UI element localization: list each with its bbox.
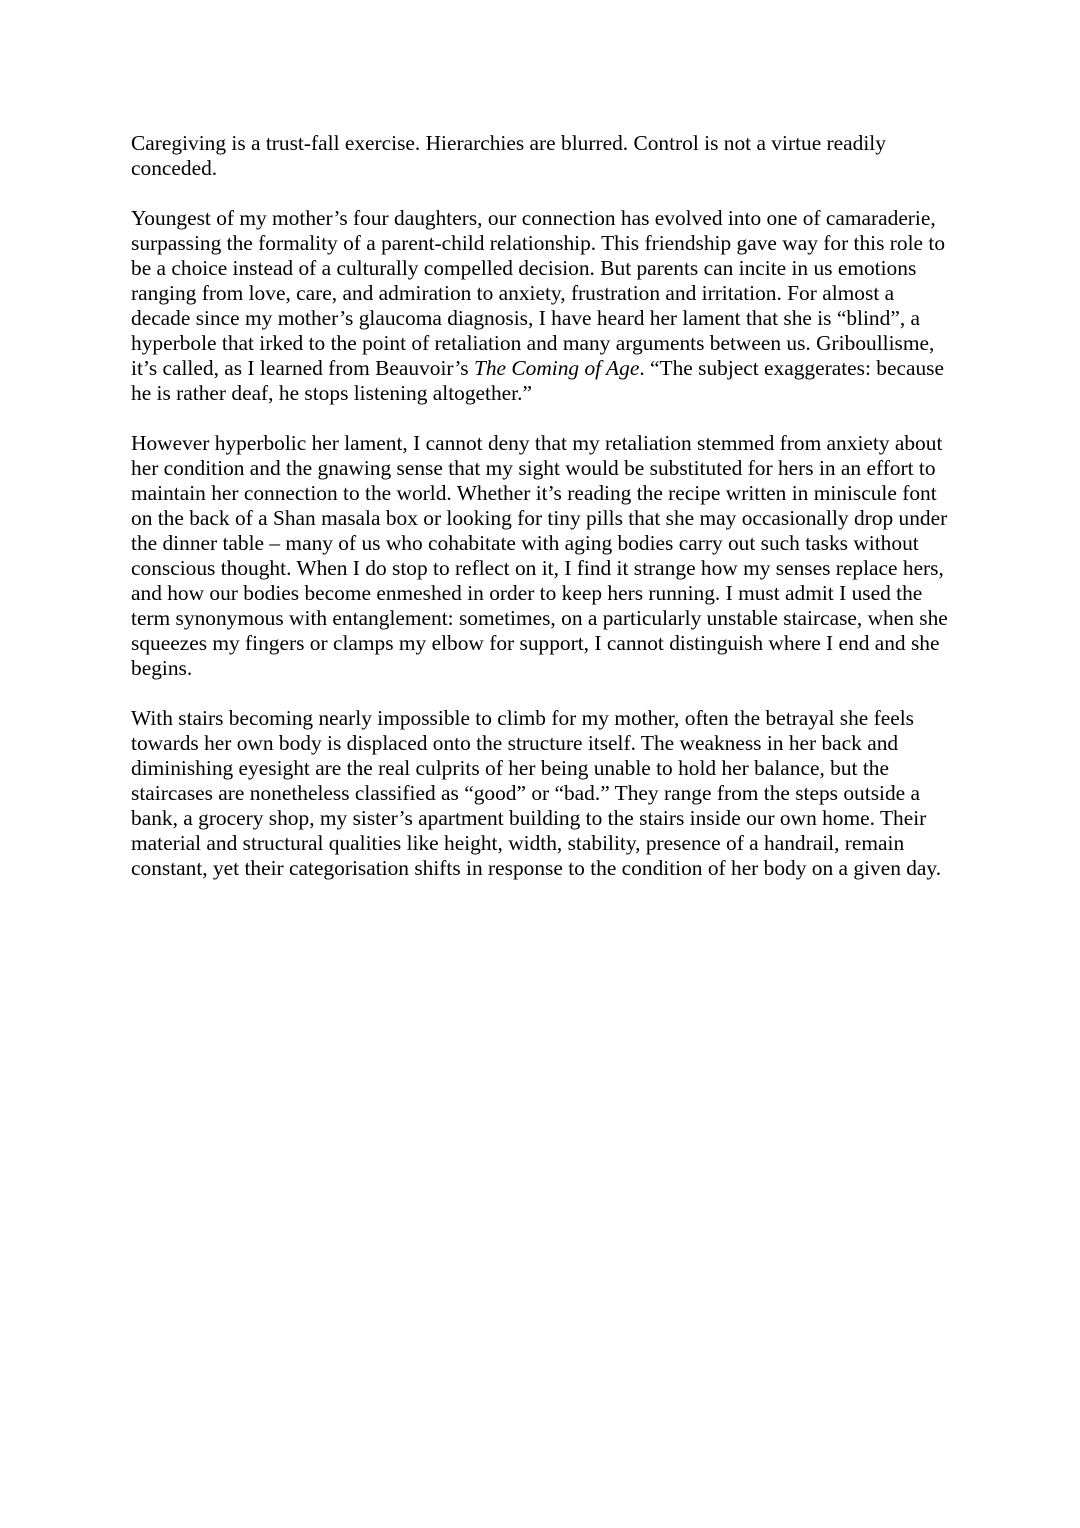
paragraph-4 xyxy=(131,706,953,881)
paragraph-2-text-start: Youngest of my mother’s four daughters, our connection has evolved into one of camaraderie, surpassing the formality of a parent-child relationship. This friendship gave way for this role to be a choice instead of a culturally compelled decision. But parents can incite in us emotions ranging from love, care, and admiration to anxiety, frustration and irritation. For almost a decade since my mother’s glaucoma diagnosis, I have heard her lament that she is “blind”, a hyperbole that irked to the point of retaliation and many arguments between us. Griboullisme, it’s called, as I learned from Beauvoir’s xyxy=(131,206,946,380)
paragraph-3 xyxy=(131,431,953,681)
paragraph-4-text: With stairs becoming nearly impossible to climb for my mother, often the betrayal she feels towards her own body is displaced onto the structure itself. The weakness in her back and diminishing eyesight are the real culprits of her being unable to hold her balance, but the staircases are nonetheless classified as “good” or “bad.” They range from the steps outside a bank, a grocery shop, my sister’s apartment building to the stairs inside our own home. Their material and structural qualities like height, width, stability, presence of a handrail, remain constant, yet their categorisation shifts in response to the condition of her body on a given day. xyxy=(131,706,942,880)
paragraph-2-text-end: . “The subject exaggerates: because he is rather deaf, he stops listening altogether.” xyxy=(131,356,944,405)
paragraph-1 xyxy=(131,131,953,181)
document-body xyxy=(131,131,953,906)
paragraph-3-text: However hyperbolic her lament, I cannot deny that my retaliation stemmed from anxiety about her condition and the gnawing sense that my sight would be substituted for hers in an effort to maintain her connection to the world. Whether it’s reading the recipe written in miniscule font on the back of a Shan masala box or looking for tiny pills that she may occasionally drop under the dinner table – many of us who cohabitate with aging bodies carry out such tasks without conscious thought. When I do stop to reflect on it, I find it strange how my senses replace hers, and how our bodies become enmeshed in order to keep hers running. I must admit I used the term synonymous with entanglement: sometimes, on a particularly unstable staircase, when she squeezes my fingers or clamps my elbow for support, I cannot distinguish where I end and she begins. xyxy=(131,431,948,680)
paragraph-2 xyxy=(131,206,953,406)
book-title: The Coming of Age xyxy=(473,356,640,380)
paragraph-1-text: Caregiving is a trust-fall exercise. Hierarchies are blurred. Control is not a virtue readily conceded. xyxy=(131,131,886,180)
